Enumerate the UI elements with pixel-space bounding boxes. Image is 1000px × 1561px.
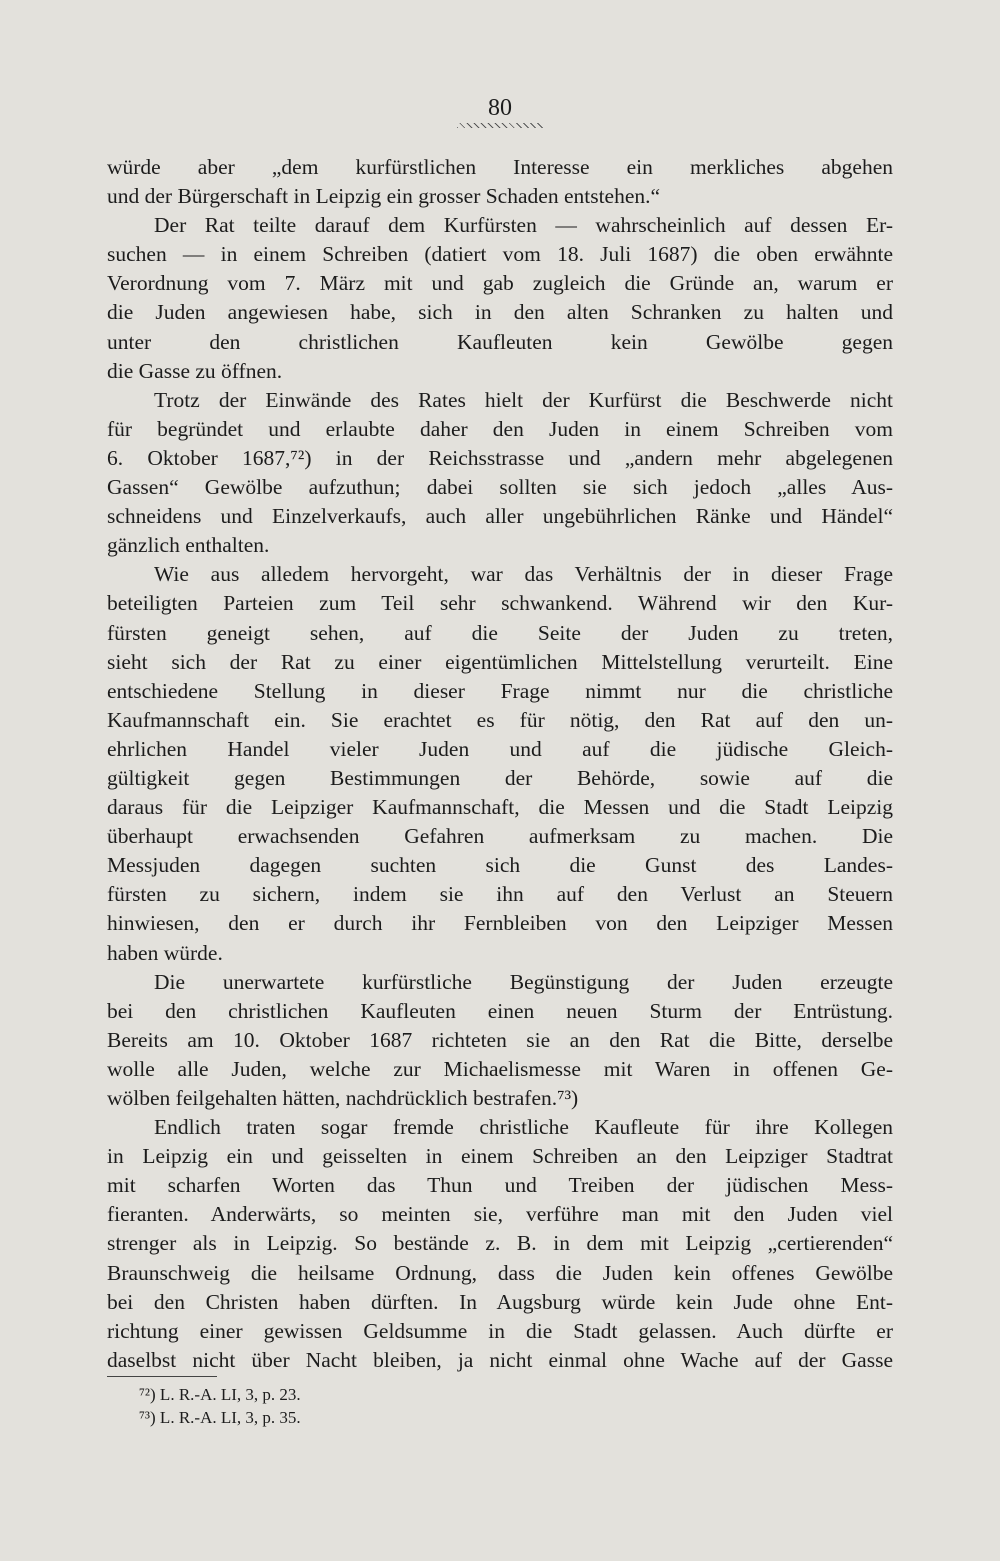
text-line: die Gasse zu öffnen. [107, 358, 283, 383]
text-line: Der Rat teilte darauf dem Kurfürsten — wahrscheinlich auf dessen Er- [154, 213, 893, 238]
text-line: Messjuden dagegen suchten sich die Gunst des Landes- [107, 853, 893, 878]
text-line: daselbst nicht über Nacht bleiben, ja nicht einmal ohne Wache auf der Gasse [107, 1347, 893, 1372]
text-line: Bereits am 10. Oktober 1687 richteten sie an den Rat die Bitte, derselbe [107, 1027, 893, 1052]
text-line: hinwiesen, den er durch ihr Fernbleiben von den Leipziger Messen [107, 911, 893, 936]
text-line: für begründet und erlaubte daher den Juden in einem Schreiben vom [107, 416, 893, 441]
text-line: 6. Oktober 1687,⁷²) in der Reichsstrasse und „andern mehr abgelegenen [107, 445, 893, 470]
text-line: Kaufmannschaft ein. Sie erachtet es für nötig, den Rat auf den un- [107, 707, 893, 732]
text-line: ehrlichen Handel vieler Juden und auf die jüdische Gleich- [107, 736, 893, 761]
page-number: 80 [0, 95, 1000, 128]
footnotes [107, 1376, 507, 1429]
text-line: und der Bürgerschaft in Leipzig ein grosser Schaden entstehen.“ [107, 184, 661, 209]
footnote-73: ⁷³) L. R.-A. LI, 3, p. 35. [139, 1408, 301, 1427]
text-line: Die unerwartete kurfürstliche Begünstigung der Juden erzeugte [154, 969, 893, 994]
text-line: wolle alle Juden, welche zur Michaelismesse mit Waren in offenen Ge- [107, 1056, 893, 1081]
text-line: richtung einer gewissen Geldsumme in die Stadt gelassen. Auch dürfte er [107, 1318, 893, 1343]
text-line: Braunschweig die heilsame Ordnung, dass die Juden kein offenes Gewölbe [107, 1260, 893, 1285]
footnote-72: ⁷²) L. R.-A. LI, 3, p. 23. [139, 1385, 301, 1404]
text-line: schneidens und Einzelverkaufs, auch aller ungebührlichen Ränke und Händel“ [107, 504, 893, 529]
text-line: strenger als in Leipzig. So bestände z. B. in dem mit Leipzig „certierenden“ [107, 1231, 893, 1256]
text-line: unter den christlichen Kaufleuten kein Gewölbe gegen [107, 329, 893, 354]
body-text [107, 153, 893, 1375]
text-line: überhaupt erwachsenden Gefahren aufmerksam zu machen. Die [107, 824, 893, 849]
text-line: beteiligten Parteien zum Teil sehr schwankend. Während wir den Kur- [107, 591, 893, 616]
text-line: bei den christlichen Kaufleuten einen neuen Sturm der Entrüstung. [107, 998, 893, 1023]
text-line: fürsten zu sichern, indem sie ihn auf den Verlust an Steuern [107, 882, 893, 907]
text-line: fürsten geneigt sehen, auf die Seite der Juden zu treten, [107, 620, 893, 645]
text-line: Verordnung vom 7. März mit und gab zugleich die Gründe an, warum er [107, 271, 893, 296]
text-line: in Leipzig ein und geisselten in einem Schreiben an den Leipziger Stadtrat [107, 1144, 893, 1169]
text-line: würde aber „dem kurfürstlichen Interesse ein merkliches abgehen [107, 155, 893, 179]
text-line: die Juden angewiesen habe, sich in den alten Schranken zu halten und [107, 300, 893, 325]
footnote-rule [107, 1376, 217, 1377]
text-line: Trotz der Einwände des Rates hielt der Kurfürst die Beschwerde nicht [154, 387, 893, 412]
text-line: gültigkeit gegen Bestimmungen der Behörde, sowie auf die [107, 765, 893, 790]
text-line: Gassen“ Gewölbe aufzuthun; dabei sollten sie sich jedoch „alles Aus- [107, 475, 893, 500]
text-line: bei den Christen haben dürften. In Augsburg würde kein Jude ohne Ent- [107, 1289, 893, 1314]
text-line: suchen — in einem Schreiben (datiert vom 18. Juli 1687) die oben erwähnte [107, 242, 893, 267]
text-line: fieranten. Anderwärts, so meinten sie, verführe man mit den Juden viel [107, 1202, 893, 1227]
text-line: sieht sich der Rat zu einer eigentümlichen Mittelstellung verurteilt. Eine [107, 649, 893, 674]
text-line: Endlich traten sogar fremde christliche Kaufleute für ihre Kollegen [154, 1115, 893, 1140]
text-line: mit scharfen Worten das Thun und Treiben der jüdischen Mess- [107, 1173, 893, 1198]
text-line: wölben feilgehalten hätten, nachdrücklich bestrafen.⁷³) [107, 1086, 579, 1110]
text-line: Wie aus alledem hervorgeht, war das Verhältnis der in dieser Frage [154, 562, 893, 587]
text-line: haben würde. [107, 940, 223, 965]
text-line: entschiedene Stellung in dieser Frage nimmt nur die christliche [107, 678, 893, 703]
text-line: gänzlich enthalten. [107, 533, 270, 558]
text-line: daraus für die Leipziger Kaufmannschaft, die Messen und die Stadt Leipzig [107, 795, 893, 820]
